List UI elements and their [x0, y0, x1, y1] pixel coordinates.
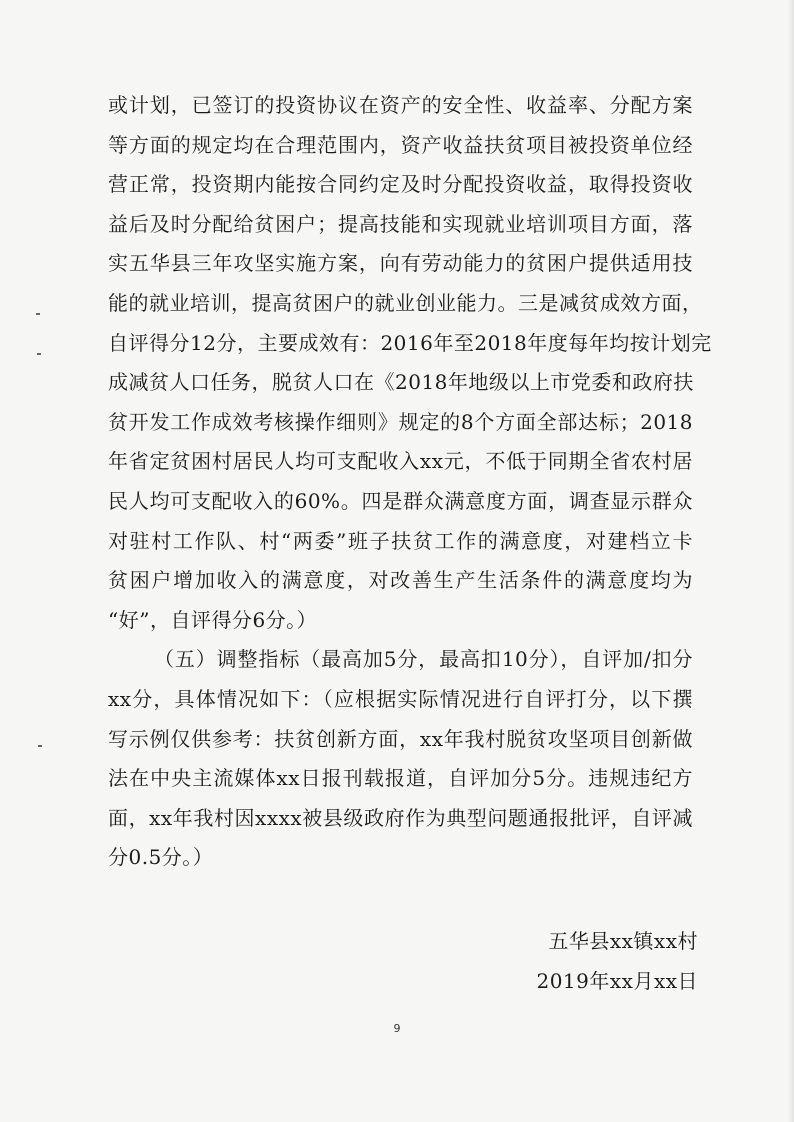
text-line-12: 对驻村工作队、村“两委”班子扶贫工作的满意度，对建档立卡 [108, 528, 693, 553]
body-text [108, 86, 712, 878]
signature-block [536, 921, 698, 1001]
page-number: 9 [393, 1022, 401, 1035]
text-line-20: 分0.5分。） [108, 845, 214, 870]
text-line-14: “好”，自评得分6分。） [108, 607, 318, 632]
text-line-6: 能的就业培训，提高贫困户的就业创业能力。三是减贫成效方面， [108, 290, 703, 315]
text-line-1: 或计划，已签订的投资协议在资产的安全性、收益率、分配方案 [108, 93, 693, 117]
signature-organization: 五华县xx镇xx村 [548, 929, 698, 953]
text-line-18: 法在中央主流媒体xx日报刊载报道，自评加分5分。违规违纪方 [108, 766, 693, 791]
text-line-19: 面，xx年我村因xxxx被县级政府作为典型问题通报批评，自评减 [108, 805, 693, 830]
text-line-4: 益后及时分配给贫困户；提高技能和实现就业培训项目方面，落 [108, 211, 693, 236]
text-line-16: xx分，具体情况如下：（应根据实际情况进行自评打分，以下撰 [108, 686, 693, 711]
text-line-10: 年省定贫困村居民人均可支配收入xx元，不低于同期全省农村居 [108, 449, 693, 474]
scan-mark [36, 313, 40, 315]
text-line-7: 自评得分12分，主要成效有：2016年至2018年度每年均按计划完 [108, 330, 712, 355]
text-line-8: 成减贫人口任务，脱贫人口在《2018年地级以上市党委和政府扶 [108, 370, 694, 395]
text-line-5: 实五华县三年攻坚实施方案，向有劳动能力的贫困户提供适用技 [108, 251, 693, 276]
text-line-3: 营正常，投资期内能按合同约定及时分配投资收益，取得投资收 [108, 172, 693, 197]
page-edge-shadow [788, 0, 794, 1122]
text-line-9: 贫开发工作成效考核操作细则》规定的8个方面全部达标；2018 [108, 409, 693, 434]
text-line-2: 等方面的规定均在合理范围内，资产收益扶贫项目被投资单位经 [108, 132, 693, 157]
text-line-11: 民人均可支配收入的60%。四是群众满意度方面，调查显示群众 [108, 488, 693, 513]
text-line-17: 写示例仅供参考：扶贫创新方面，xx年我村脱贫攻坚项目创新做 [108, 726, 693, 751]
text-line-15: （五）调整指标（最高加5分，最高扣10分），自评加/扣分 [154, 647, 693, 672]
scan-mark [37, 353, 41, 355]
signature-date: 2019年xx月xx日 [536, 969, 698, 993]
text-line-13: 贫困户增加收入的满意度，对改善生产生活条件的满意度均为 [108, 568, 693, 593]
scan-mark [38, 745, 42, 747]
